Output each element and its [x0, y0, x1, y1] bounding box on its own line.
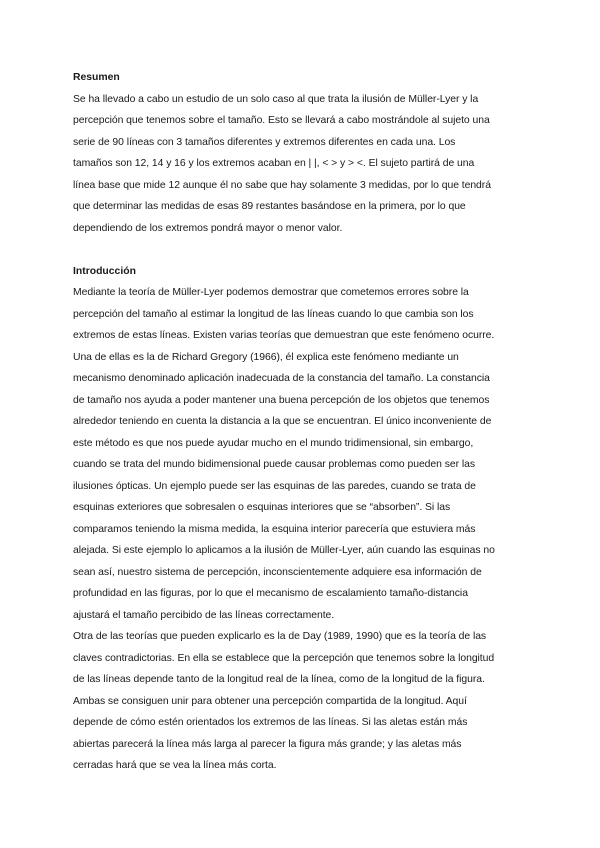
- introduccion-line: Mediante la teoría de Müller-Lyer podemos demostrar que cometemos errores sobre la: [73, 287, 469, 298]
- introduccion-line: alrededor teniendo en cuenta la distancia a la que se encuentran. El único inconveniente de: [73, 416, 492, 427]
- resumen-line: percepción que tenemos sobre el tamaño. Esto se llevará a cabo mostrándole al sujeto una: [73, 115, 490, 126]
- introduccion-line: ilusiones ópticas. Un ejemplo puede ser las esquinas de las paredes, cuando se trata de: [73, 480, 476, 492]
- introduccion-heading: Introducción: [73, 265, 136, 277]
- introduccion-line: Ambas se consiguen unir para obtener una percepción compartida de la longitud. Aquí: [73, 695, 467, 707]
- introduccion-line: Otra de las teorías que pueden explicarlo es la de Day (1989, 1990) que es la teoría de las: [73, 631, 487, 642]
- resumen-line: que determinar las medidas de esas 89 restantes basándose en la primera, por lo que: [73, 201, 466, 212]
- resumen-heading: Resumen: [73, 72, 120, 83]
- introduccion-line: esquinas exteriores que sobresalen o esquinas interiores que se “absorben”. Si las: [73, 502, 451, 513]
- resumen-line: dependiendo de los extremos pondrá mayor o menor valor.: [73, 222, 343, 234]
- introduccion-line: Una de ellas es la de Richard Gregory (1966), él explica este fenómeno mediante un: [73, 351, 459, 363]
- resumen-line: serie de 90 líneas con 3 tamaños diferentes y extremos diferentes en cada una. Los: [73, 136, 456, 148]
- introduccion-line: este método es que nos puede ayudar mucho en el mundo tridimensional, sin embargo,: [73, 437, 474, 449]
- introduccion-line: de tamaño nos ayuda a poder mantener una buena percepción de los objetos que tenemos: [73, 394, 490, 406]
- introduccion-line: percepción del tamaño al estimar la longitud de las líneas cuando lo que cambia son los: [73, 308, 474, 320]
- introduccion-line: alejada. Si este ejemplo lo aplicamos a la ilusión de Müller-Lyer, aún cuando las esquinas no: [73, 545, 495, 556]
- resumen-line: línea base que mide 12 aunque él no sabe que hay solamente 3 medidas, por lo que tendrá: [73, 179, 491, 191]
- introduccion-line: de las líneas depende tanto de la longitud real de la línea, como de la longitud de la figura.: [73, 674, 485, 685]
- introduccion-line: profundidad en las figuras, por lo que el mecanismo de escalamiento tamaño-distancia: [73, 588, 468, 599]
- introduccion-line: cerradas hará que se vea la línea más corta.: [73, 760, 277, 771]
- introduccion-line: claves contradictorias. En ella se establece que la percepción que tenemos sobre la longitud: [73, 652, 495, 664]
- introduccion-line: sean así, nuestro sistema de percepción, inconscientemente adquiere esa información de: [73, 566, 482, 578]
- introduccion-line: mecanismo denominado aplicación inadecuada de la constancia del tamaño. La constancia: [73, 373, 490, 384]
- resumen-section: [73, 67, 531, 239]
- section-spacer: [73, 239, 531, 261]
- resumen-line: Se ha llevado a cabo un estudio de un solo caso al que trata la ilusión de Müller-Lyer y la: [73, 93, 479, 105]
- resumen-line: tamaños son 12, 14 y 16 y los extremos acaban en | |, < > y > <. El sujeto partirá de una: [73, 158, 475, 169]
- introduccion-line: cuando se trata del mundo bidimensional puede causar problemas como pueden ser las: [73, 459, 475, 470]
- document-page: [73, 67, 531, 777]
- introduccion-line: abiertas parecerá la línea más larga al parecer la figura más grande; y las aletas más: [73, 738, 462, 750]
- introduccion-line: extremos de estas líneas. Existen varias teorías que demuestran que este fenómeno ocurre.: [73, 330, 495, 341]
- introduccion-line: comparamos teniendo la misma medida, la esquina interior parecería que estuviera más: [73, 523, 476, 535]
- introduccion-section: [73, 261, 531, 777]
- introduccion-line: depende de cómo estén orientados los extremos de las líneas. Si las aletas están más: [73, 717, 468, 728]
- introduccion-line: ajustará el tamaño percibido de las líneas correctamente.: [73, 609, 335, 621]
